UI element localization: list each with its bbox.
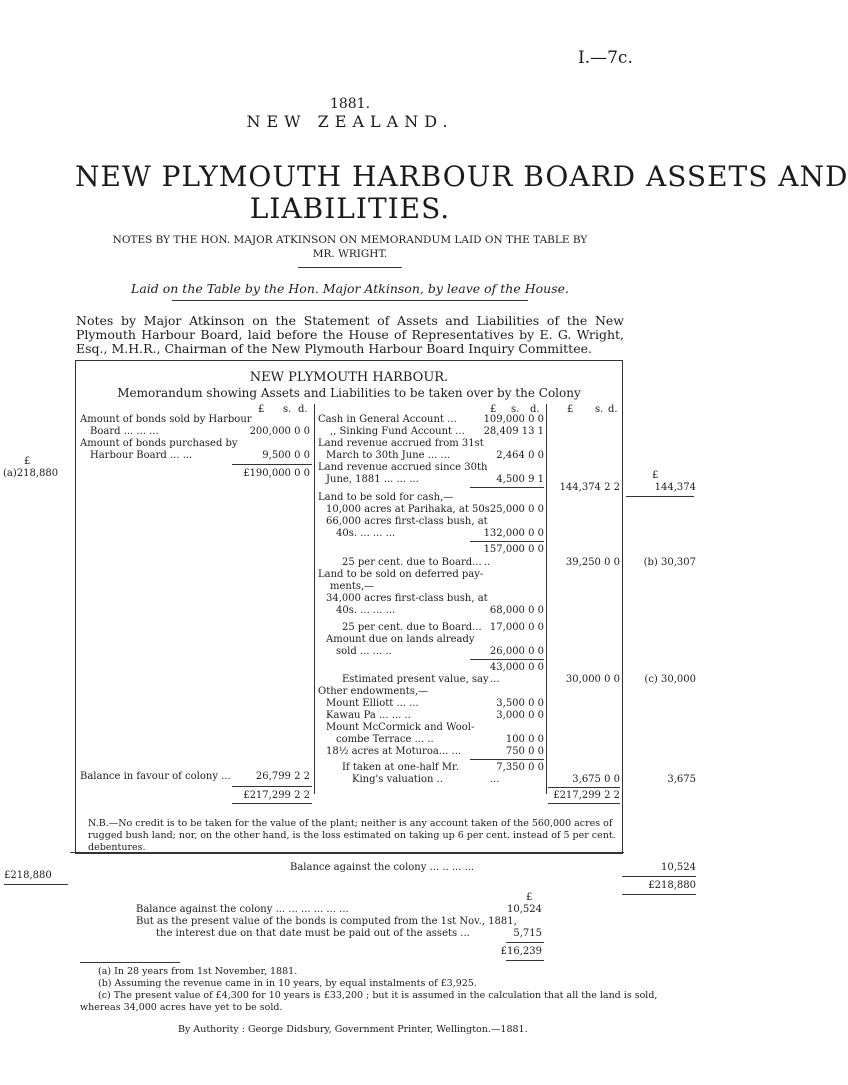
memo-subheading: Memorandum showing Assets and Liabilities to be taken over by the Colony xyxy=(117,386,581,400)
liability-label: Amount of bonds purchased by xyxy=(80,438,238,449)
memo-heading: NEW PLYMOUTH HARBOUR. xyxy=(249,370,449,385)
liability-amount: 200,000 0 0 xyxy=(249,426,310,437)
footnote-c: (c) The present value of £4,300 for 10 years is £33,200 ; but it is assumed in the calculation that all the land is sold, xyxy=(98,990,658,1001)
col-d-header: d. xyxy=(298,404,308,415)
col-s-header: s. xyxy=(511,404,520,415)
asset-label: Amount due on lands already xyxy=(326,634,475,645)
page-reference: I.—7c. xyxy=(578,48,633,68)
asset-label: King's valuation .. xyxy=(352,774,443,785)
left-total: £217,299 2 2 xyxy=(243,790,310,801)
rule xyxy=(232,786,312,787)
liability-net: £190,000 0 0 xyxy=(243,468,310,479)
footnote-rule xyxy=(80,962,180,963)
divider xyxy=(172,300,528,301)
margin-value: (b) 30,307 xyxy=(643,557,696,568)
leader-dots: ... xyxy=(490,674,500,685)
col-pound-header: £ xyxy=(490,404,497,415)
asset-amount: 7,350 0 0 xyxy=(496,762,544,773)
asset-label: combe Terrace ... .. xyxy=(336,734,434,745)
col-s-header: s. xyxy=(283,404,292,415)
asset-label: ments,— xyxy=(330,581,375,592)
calc-pound: £ xyxy=(526,892,533,903)
footnote-b: (b) Assuming the revenue came in in 10 years, by equal instalments of £3,925. xyxy=(98,978,477,989)
asset-subtotal: 3,675 0 0 xyxy=(572,774,620,785)
footnote-c-cont: whereas 34,000 acres have yet to be sold. xyxy=(80,1002,283,1013)
asset-label: Estimated present value, say xyxy=(342,674,489,685)
country: NEW ZEALAND. xyxy=(246,112,454,131)
liability-amount: 9,500 0 0 xyxy=(262,450,310,461)
col-s-header: s. xyxy=(595,404,604,415)
balance-amount: 26,799 2 2 xyxy=(255,771,310,782)
asset-amount: 26,000 0 0 xyxy=(489,646,544,657)
rule xyxy=(548,787,620,788)
asset-amount: 157,000 0 0 xyxy=(483,544,544,555)
rule xyxy=(622,894,696,895)
asset-subtotal: 144,374 2 2 xyxy=(559,482,620,493)
asset-label: Land to be sold on deferred pay- xyxy=(318,569,484,580)
calc-amount: 10,524 xyxy=(507,904,542,915)
asset-amount: 132,000 0 0 xyxy=(483,528,544,539)
title-line-2: LIABILITIES. xyxy=(249,192,451,225)
margin-value: 3,675 xyxy=(667,774,696,785)
asset-amount: 17,000 0 0 xyxy=(489,622,544,633)
grand-total-right: £218,880 xyxy=(648,880,696,891)
column-divider xyxy=(546,404,547,794)
column-divider xyxy=(314,404,315,794)
rule xyxy=(548,803,620,804)
rule xyxy=(470,659,544,660)
rule xyxy=(70,852,624,853)
balance-against-label: Balance against the colony ... .. ... ... xyxy=(290,862,475,873)
asset-label: 66,000 acres first-class bush, at xyxy=(326,516,488,527)
asset-label: If taken at one-half Mr. xyxy=(342,762,459,773)
asset-label: Land revenue accrued since 30th xyxy=(318,462,488,473)
rule xyxy=(470,487,544,488)
col-d-header: d. xyxy=(530,404,540,415)
asset-subtotal: 30,000 0 0 xyxy=(565,674,620,685)
asset-label: 25 per cent. due to Board... xyxy=(342,557,482,568)
asset-amount: 2,464 0 0 xyxy=(496,450,544,461)
printer-authority: By Authority : George Didsbury, Government Printer, Wellington.—1881. xyxy=(178,1024,528,1035)
title-line-1: NEW PLYMOUTH HARBOUR BOARD ASSETS AND xyxy=(75,160,848,193)
asset-label: June, 1881 ... ... ... xyxy=(326,474,419,485)
asset-amount: 68,000 0 0 xyxy=(489,605,544,616)
asset-label: 40s. ... ... ... xyxy=(336,605,396,616)
liability-label: Board ... ... ... xyxy=(90,426,159,437)
asset-amount: 25,000 0 0 xyxy=(489,504,544,515)
margin-value: 144,374 xyxy=(654,482,696,493)
asset-amount: 750 0 0 xyxy=(505,746,544,757)
asset-label: Kawau Pa ... ... .. xyxy=(326,710,411,721)
asset-amount: 28,409 13 1 xyxy=(483,426,544,437)
balance-against-amount: 10,524 xyxy=(661,862,696,873)
asset-subtotal: 39,250 0 0 xyxy=(565,557,620,568)
divider xyxy=(298,267,402,268)
calc-label: Balance against the colony ... ... ... ... ... ... xyxy=(136,904,349,915)
rule xyxy=(506,960,544,961)
rule xyxy=(232,464,312,465)
margin-value: (c) 30,000 xyxy=(644,674,696,685)
intro-paragraph: Notes by Major Atkinson on the Statement of Assets and Liabilities of the New Plymouth Harbour Board, laid before the House of Representatives by E. G. Wright, Esq., M.H.R., Chairman of the New Plymouth Harbour Board Inquiry Committee. xyxy=(76,313,624,356)
asset-label: 40s. ... ... ... xyxy=(336,528,396,539)
asset-amount: 4,500 9 1 xyxy=(496,474,544,485)
calc-total: £16,239 xyxy=(500,946,542,957)
asset-label: 18½ acres at Moturoa... ... xyxy=(326,746,462,757)
leader-dots: .. xyxy=(484,557,491,568)
liability-label: Amount of bonds sold by Harbour xyxy=(80,414,252,425)
grand-total-left: £218,880 xyxy=(4,870,52,881)
asset-amount: 3,500 0 0 xyxy=(496,698,544,709)
nb-note: N.B.—No credit is to be taken for the value of the plant; neither is any account taken of the 560,000 acres of rugged bush land; nor, on the other hand, is the loss estimated on taking up 6 per cent. instead of 5 per cent. debentures. xyxy=(88,818,616,853)
asset-label: Mount McCormick and Wool- xyxy=(326,722,475,733)
asset-amount: 109,000 0 0 xyxy=(483,414,544,425)
asset-label: Other endowments,— xyxy=(318,686,429,697)
asset-label: sold ... ... .. xyxy=(336,646,392,657)
margin-pound: £ xyxy=(24,456,31,467)
rule xyxy=(506,942,544,943)
asset-amount: 3,000 0 0 xyxy=(496,710,544,721)
footnote-a: (a) In 28 years from 1st November, 1881. xyxy=(98,966,298,977)
margin-pound: £ xyxy=(652,470,659,481)
asset-label: Land revenue accrued from 31st xyxy=(318,438,484,449)
asset-label: Mount Elliott ... ... xyxy=(326,698,419,709)
col-pound-header: £ xyxy=(258,404,265,415)
asset-label: Cash in General Account ... xyxy=(318,414,457,425)
asset-label: March to 30th June ... ... xyxy=(326,450,451,461)
balance-label: Balance in favour of colony ... xyxy=(80,771,231,782)
asset-label: 25 per cent. due to Board... xyxy=(342,622,482,633)
asset-amount: 100 0 0 xyxy=(505,734,544,745)
rule xyxy=(470,541,544,542)
rule xyxy=(622,876,696,877)
calc-amount: 5,715 xyxy=(513,928,542,939)
year: 1881. xyxy=(329,96,371,112)
margin-value: (a)218,880 xyxy=(3,468,59,479)
col-pound-header: £ xyxy=(567,404,574,415)
rule xyxy=(4,884,68,885)
asset-label: 10,000 acres at Parihaka, at 50s. xyxy=(326,504,494,515)
col-d-header: d. xyxy=(608,404,618,415)
asset-label: 34,000 acres first-class bush, at xyxy=(326,593,488,604)
rule xyxy=(232,803,312,804)
liability-label: Harbour Board ... ... xyxy=(90,450,193,461)
leader-dots: ... xyxy=(490,774,500,785)
rule xyxy=(626,496,694,497)
asset-amount: 43,000 0 0 xyxy=(489,662,544,673)
rule xyxy=(470,759,544,760)
asset-label: Land to be sold for cash,— xyxy=(318,492,454,503)
calc-label: the interest due on that date must be paid out of the assets ... xyxy=(156,928,470,939)
subtitle: NOTES BY THE HON. MAJOR ATKINSON ON MEMORANDUM LAID ON THE TABLE BY MR. WRIGHT. xyxy=(112,234,588,260)
right-total: £217,299 2 2 xyxy=(553,790,620,801)
calc-label: But as the present value of the bonds is computed from the 1st Nov., 1881, xyxy=(136,916,517,927)
laid-on-table-note: Laid on the Table by the Hon. Major Atkinson, by leave of the House. xyxy=(131,281,569,296)
asset-label: ,, Sinking Fund Account ... xyxy=(330,426,465,437)
